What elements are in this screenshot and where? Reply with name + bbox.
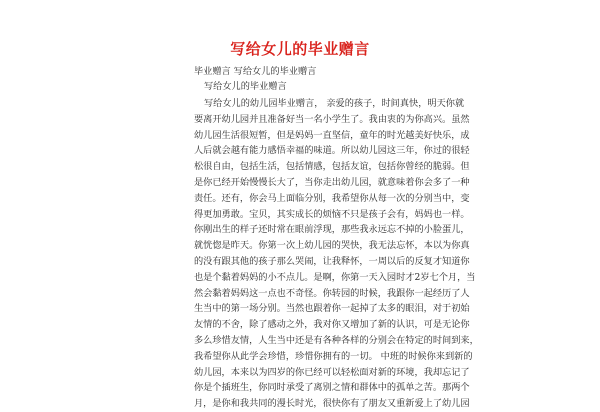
document-subtitle-secondary: 写给女儿的毕业赠言: [204, 81, 287, 92]
body-line: 要离开幼儿园并且准备好当一名小学生了。我由衷的为你高兴。虽然: [194, 113, 470, 125]
body-line: 幼儿园生活很短暂，但是妈妈一直坚信，童年的时光越美好快乐，成: [194, 129, 470, 141]
body-line: 生当中的第一场分别。当然也跟着你一起掉了太多的眼泪，对于初始: [194, 303, 470, 315]
body-line: 月，是你和我共同的漫长时光，很快你有了朋友又重新爱上了幼儿园: [194, 398, 470, 410]
body-line: 得更加勇敢。宝贝，其实成长的烦恼不只是孩子会有，妈妈也一样。: [194, 208, 470, 220]
body-line: 是你已经开始慢慢长大了，当你走出幼儿园，就意味着你会多了一种: [194, 176, 470, 188]
body-line: 幼儿园，本来以为四岁的你已经可以轻松面对新的环境，我却忘记了: [194, 366, 470, 378]
body-line: 我希望你从此学会珍惜，珍惜你拥有的一切。 中班的时候你来到新的: [194, 350, 473, 362]
document-subtitle: 毕业赠言 写给女儿的毕业赠言: [194, 66, 317, 77]
body-line: 的没有跟其他的孩子那么哭闹，让我释怀，一周以后的反复才知道你: [194, 255, 470, 267]
body-line: 责任。还有，你会马上面临分别，我希望你从每一次的分别当中，变: [194, 192, 470, 204]
body-line: 人后就会越有能力感悟幸福的味道。所以幼儿园这三年，你过的很轻: [194, 145, 470, 157]
body-line: 友情的不舍，除了感动之外，我对你又增加了新的认识，可是无论你: [194, 319, 470, 331]
body-line: 你是个插班生，你同时承受了离别之情和群体中的孤单之苦。那两个: [194, 382, 470, 394]
body-line: 就恍惚是昨天。你第一次上幼儿园的哭快，我无法忘怀，本以为你真: [194, 240, 470, 252]
body-line: 你刚出生的样子还时常在眼前浮现，那些我永远忘不掉的小脸蛋儿，: [194, 224, 470, 236]
body-line: 松很自由，包括生活，包括情感，包括友谊，包括你曾经的脆弱。但: [194, 161, 470, 173]
document-body: [194, 96, 479, 412]
body-line: 也是个黏着妈妈的小不点儿。是啊，你第一天入园时才2岁七个月，当: [194, 271, 476, 283]
body-line: 多么珍惜友情，人生当中还是有各种各样的分别会在特定的时间到来，: [194, 334, 479, 346]
document-title: 写给女儿的毕业赠言: [230, 40, 370, 58]
body-line: 然会黏着妈妈这一点也不奇怪。你转园的时候，我跟你一起经历了人: [194, 287, 470, 299]
body-line: 写给女儿的幼儿园毕业赠言， 亲爱的孩子，时间真快，明天你就: [204, 98, 465, 109]
